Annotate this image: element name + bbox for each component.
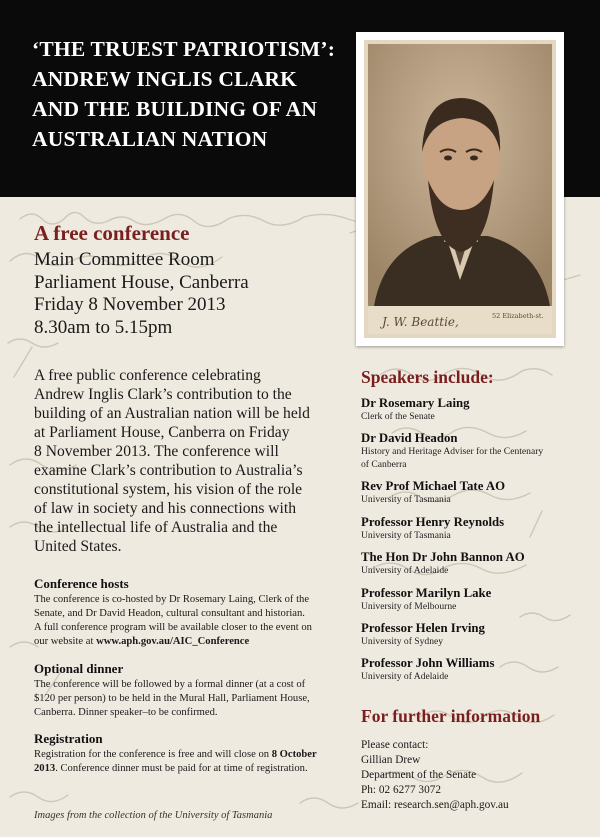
dinner-line: The conference will be followed by a formal dinner (at a cost of — [34, 679, 306, 690]
contact-details — [361, 738, 509, 813]
intro-line: United States. — [34, 538, 122, 555]
speaker-name: Dr Rosemary Laing — [361, 396, 470, 410]
poster-title — [32, 34, 352, 154]
speaker-affiliation: University of Sydney — [361, 636, 444, 647]
speaker-entry — [361, 621, 591, 649]
registration-body — [34, 748, 344, 776]
title-line: AND THE BUILDING OF AN — [32, 97, 318, 121]
speaker-entry — [361, 431, 591, 471]
speaker-name: Professor Helen Irving — [361, 621, 485, 635]
intro-line: Andrew Inglis Clark’s contribution to the — [34, 386, 292, 403]
venue-details — [34, 249, 249, 339]
speaker-affiliation: University of Tasmania — [361, 530, 451, 541]
registration-close-date: 8 October — [271, 749, 317, 760]
speaker-affiliation: University of Melbourne — [361, 601, 457, 612]
conference-website-link[interactable]: www.aph.gov.au/AIC_Conference — [96, 636, 250, 647]
dinner-body — [34, 678, 344, 720]
speaker-entry — [361, 550, 591, 578]
intro-paragraph — [34, 366, 334, 556]
hosts-line: our website at — [34, 636, 97, 647]
intro-line: at Parliament House, Canberra on Friday — [34, 424, 290, 441]
hosts-body — [34, 593, 344, 649]
hosts-heading: Conference hosts — [34, 576, 129, 591]
title-line: ‘THE TRUEST PATRIOTISM’: — [32, 37, 336, 61]
registration-text: Registration for the conference is free and will close on — [34, 749, 272, 760]
venue-line: 8.30am to 5.15pm — [34, 316, 173, 338]
intro-line: 8 November 2013. The conference will — [34, 443, 279, 460]
intro-line: examine Clark’s contribution to Australia’s — [34, 462, 303, 479]
intro-line: of law in society and his connections with — [34, 500, 297, 517]
speaker-name: Dr David Headon — [361, 431, 458, 445]
hosts-line: The conference is co-hosted by Dr Rosemary Laing, Clerk of the — [34, 594, 310, 605]
speaker-affiliation: University of Adelaide — [361, 671, 449, 682]
photographer-address: 52 Elizabeth-st. — [492, 312, 544, 320]
title-line: AUSTRALIAN NATION — [32, 127, 268, 151]
registration-close-year: 2013 — [34, 763, 56, 774]
photographer-signature: J. W. Beattie, — [382, 315, 459, 329]
speaker-affiliation: University of Tasmania — [361, 494, 451, 505]
speaker-entry — [361, 586, 591, 614]
dinner-line: Canberra. Dinner speaker–to be confirmed. — [34, 707, 218, 718]
speaker-affiliation: Clerk of the Senate — [361, 411, 435, 422]
venue-line: Parliament House, Canberra — [34, 271, 249, 293]
contact-line: Please contact: — [361, 739, 429, 751]
speaker-name: The Hon Dr John Bannon AO — [361, 550, 525, 564]
title-line: ANDREW INGLIS CLARK — [32, 67, 298, 91]
portrait-photo — [356, 32, 564, 346]
hosts-line: Senate, and Dr David Headon, cultural consultant and historian. — [34, 608, 305, 619]
speaker-affiliation: History and Heritage Adviser for the Centenary — [361, 446, 544, 457]
speaker-affiliation: University of Adelaide — [361, 565, 449, 576]
venue-line: Friday 8 November 2013 — [34, 294, 226, 315]
dinner-line: $120 per person) to be held in the Mural Hall, Parliament House, — [34, 693, 310, 704]
speaker-name: Professor Marilyn Lake — [361, 586, 492, 600]
speaker-entry — [361, 656, 591, 684]
speaker-name: Professor Henry Reynolds — [361, 515, 505, 529]
venue-line: Main Committee Room — [34, 249, 215, 270]
intro-line: constitutional system, his vision of the role — [34, 481, 303, 498]
speaker-name: Rev Prof Michael Tate AO — [361, 479, 506, 493]
contact-email[interactable]: Email: research.sen@aph.gov.au — [361, 799, 509, 811]
speaker-entry — [361, 479, 591, 507]
contact-department: Department of the Senate — [361, 769, 477, 781]
dinner-heading: Optional dinner — [34, 661, 124, 676]
hosts-line: A full conference program will be available closer to the event on — [34, 622, 312, 633]
intro-line: building of an Australian nation will be held — [34, 405, 310, 422]
speaker-affiliation: of Canberra — [361, 458, 407, 470]
contact-phone[interactable]: Ph: 02 6277 3072 — [361, 784, 442, 796]
intro-line: the intellectual life of Australia and the — [34, 519, 278, 536]
registration-text: . Conference dinner must be paid for at time of registration. — [55, 763, 308, 774]
info-heading: For further information — [361, 706, 541, 726]
speaker-name: Professor John Williams — [361, 656, 495, 670]
contact-name: Gillian Drew — [361, 754, 421, 766]
speakers-heading: Speakers include: — [361, 367, 494, 387]
speaker-entry — [361, 396, 591, 424]
speaker-entry — [361, 515, 591, 543]
conference-title: A free conference — [34, 221, 190, 245]
image-credit: Images from the collection of the University of Tasmania — [34, 810, 273, 821]
intro-line: A free public conference celebrating — [34, 367, 261, 384]
registration-heading: Registration — [34, 731, 103, 746]
